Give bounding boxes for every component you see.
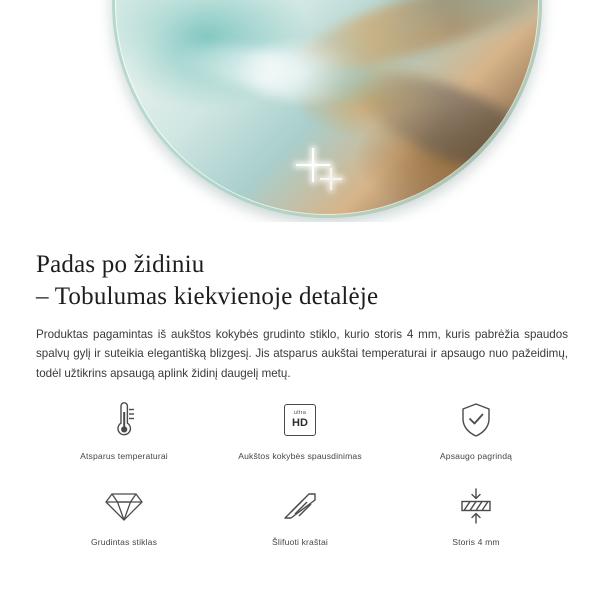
diamond-icon xyxy=(104,484,144,528)
page-title xyxy=(36,249,576,313)
marble-streak xyxy=(347,54,542,194)
feature-label: Šlifuoti kraštai xyxy=(272,537,328,547)
feature-label: Grudintas stiklas xyxy=(90,537,158,547)
feature-grid xyxy=(36,398,564,566)
feature-item xyxy=(212,484,388,566)
headline-line-2: – Tobulumas kiekvienoje detalėje xyxy=(36,282,379,310)
shield-check-icon xyxy=(458,398,494,442)
badge-top-text: ultra xyxy=(293,410,307,417)
feature-label: Apsaugo pagrindą xyxy=(439,451,513,461)
feature-item xyxy=(388,484,564,566)
polished-edges-icon xyxy=(280,484,320,528)
description-paragraph: Produktas pagamintas iš aukštos kokybės grudinto stiklo, kurio storis 4 mm, kuris pabrėžia spaudos spalvų gylį ir suteikia elegantišką blizgesį. Jis atsparus aukštai temperaturai ir apsaugo nuo pažeidimų, todėl užtikrins apsaugą aplink židinį daugelį metų. xyxy=(36,327,568,380)
glass-disc-image xyxy=(112,0,542,218)
feature-item xyxy=(36,484,212,566)
feature-label: Aukštos kokybės spausdinimas xyxy=(238,451,362,461)
feature-item xyxy=(36,398,212,480)
thickness-icon xyxy=(456,484,496,528)
badge-bottom-text: HD xyxy=(292,416,308,429)
thermometer-icon xyxy=(107,398,141,442)
ultra-hd-icon xyxy=(284,398,316,442)
feature-label: Atsparus temperaturai xyxy=(80,451,168,461)
feature-item xyxy=(212,398,388,480)
feature-item xyxy=(388,398,564,480)
hero-image xyxy=(0,0,600,222)
headline-line-1: Padas po židiniu xyxy=(36,250,205,278)
feature-label: Storis 4 mm xyxy=(452,537,500,547)
